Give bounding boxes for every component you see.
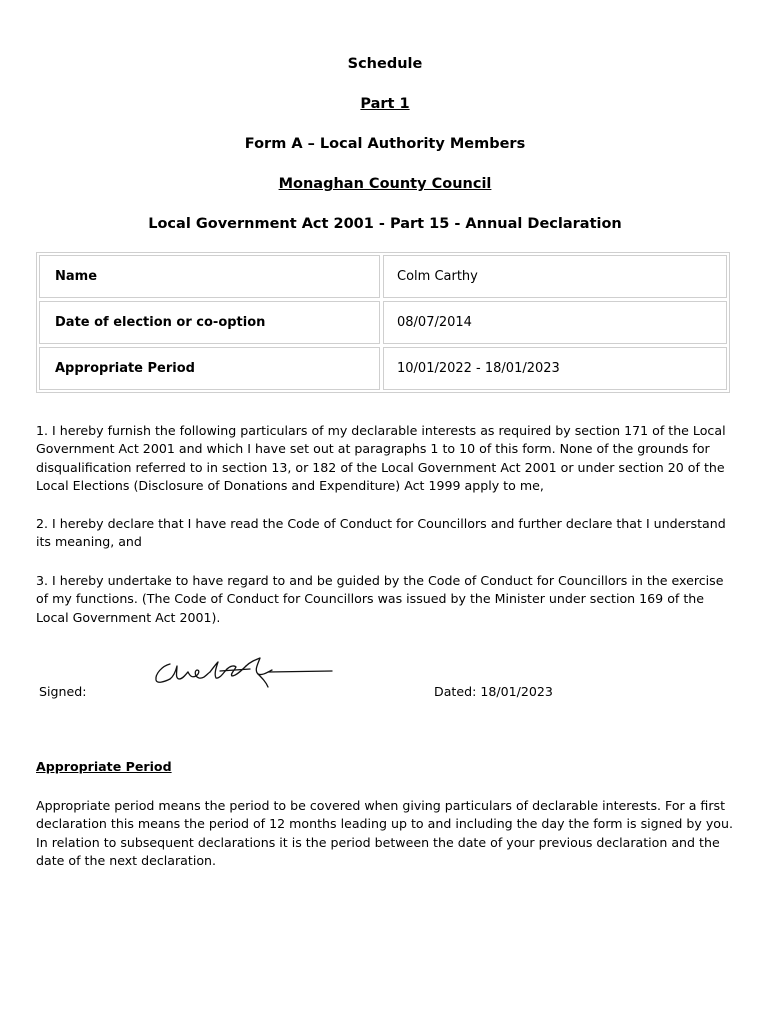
council-heading [0,174,770,194]
election-date-value: 08/07/2014 [383,301,727,344]
name-value: Colm Carthy [383,255,727,298]
handwritten-signature [150,652,335,692]
appropriate-period-text: Appropriate period means the period to be covered when giving particulars of declarable interests. For a first declaration this means the period of 12 months leading up to and including the day the form is signed by you. In relation to subsequent declarations it is the period between the date of your previous declaration and the date of the next declaration. [36,798,733,868]
election-date-label: Date of election or co-option [39,301,380,344]
table-row [39,255,727,298]
declaration-paragraph-3: 3. I hereby undertake to have regard to and be guided by the Code of Conduct for Councillors in the exercise of my functions. (The Code of Conduct for Councillors was issued by the Minister under section 169 of the Local Government Act 2001). [36,573,724,625]
part-heading [0,94,770,114]
part-heading-text: Part 1 [360,96,410,112]
act-heading-text: Local Government Act 2001 - Part 15 - Annual Declaration [148,216,622,232]
signature-date: Dated: 18/01/2023 [434,684,553,699]
table-row [39,347,727,390]
table-row [39,301,727,344]
council-heading-text: Monaghan County Council [278,176,492,192]
appropriate-period-heading: Appropriate Period [36,759,172,774]
schedule-heading [0,54,770,74]
declaration-paragraph-1: 1. I hereby furnish the following particulars of my declarable interests as required by section 171 of the Local Government Act 2001 and which I have set out at paragraphs 1 to 10 of this form. None of the grounds for disqualification referred to in section 13, or 182 of the Local Government Act 2001 or under section 20 of the Local Elections (Disclosure of Donations and Expenditure) Act 1999 apply to me, [36,423,726,493]
act-heading [0,214,770,234]
form-heading-text: Form A – Local Authority Members [244,136,526,152]
appropriate-period-value: 10/01/2022 - 18/01/2023 [383,347,727,390]
member-details-table [36,252,730,393]
appropriate-period-label: Appropriate Period [39,347,380,390]
form-heading [0,134,770,154]
schedule-heading-text: Schedule [347,56,423,72]
name-label: Name [39,255,380,298]
signed-label: Signed: [39,684,87,699]
declaration-paragraph-2: 2. I hereby declare that I have read the Code of Conduct for Councillors and further declare that I understand its meaning, and [36,516,726,550]
